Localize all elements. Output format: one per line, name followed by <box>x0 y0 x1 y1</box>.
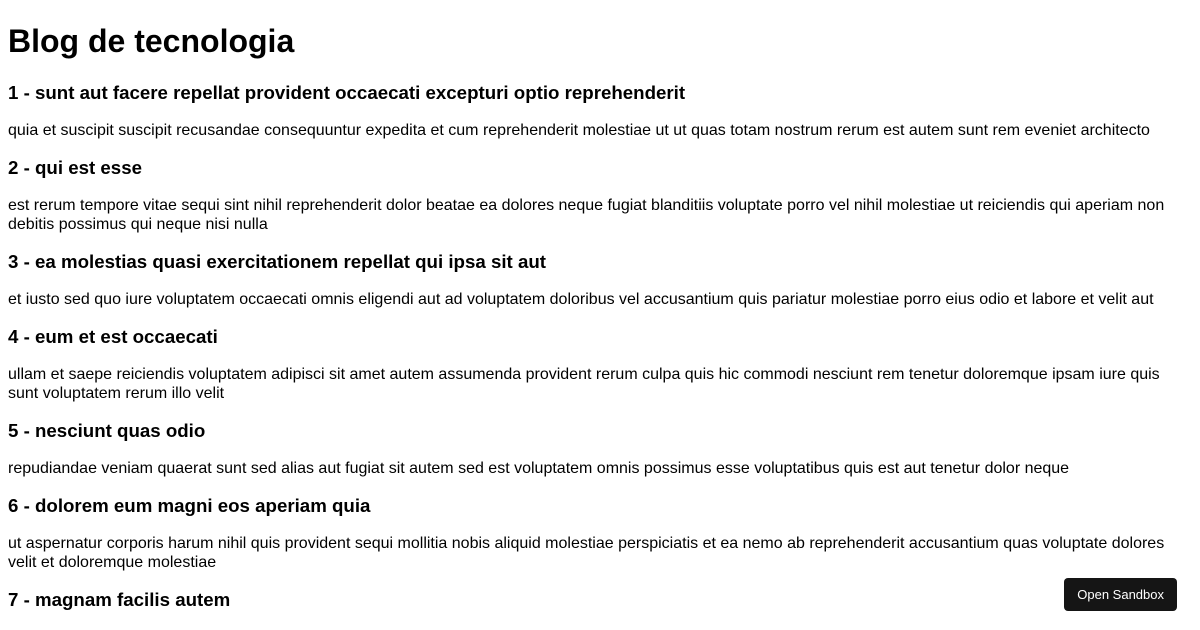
post-item <box>8 82 1192 140</box>
post-item <box>8 251 1192 309</box>
page-title: Blog de tecnologia <box>8 23 295 59</box>
post-heading: 6 - dolorem eum magni eos aperiam quia <box>8 495 371 516</box>
post-item <box>8 495 1192 572</box>
post-heading: 2 - qui est esse <box>8 157 142 178</box>
post-heading: 7 - magnam facilis autem <box>8 589 231 610</box>
post-item <box>8 157 1192 234</box>
post-heading: 1 - sunt aut facere repellat provident occaecati excepturi optio reprehenderit <box>8 82 686 103</box>
post-body: et iusto sed quo iure voluptatem occaecati omnis eligendi aut ad voluptatem doloribus vel accusantium quis pariatur molestiae porro eius odio et labore et velit aut <box>8 291 1154 308</box>
post-body: repudiandae veniam quaerat sunt sed alias aut fugiat sit autem sed est voluptatem omnis possimus esse voluptatibus quis est aut tenetur dolor neque <box>8 460 1070 477</box>
open-sandbox-button[interactable]: Open Sandbox <box>1064 578 1177 611</box>
post-body: quia et suscipit suscipit recusandae consequuntur expedita et cum reprehenderit molestiae ut ut quas totam nostrum rerum est autem sunt rem eveniet architecto <box>8 122 1150 139</box>
post-body: est rerum tempore vitae sequi sint nihil reprehenderit dolor beatae ea dolores neque fugiat blanditiis voluptate porro vel nihil molestiae ut reiciendis qui aperiam non debitis possimus qui neque nisi nulla <box>8 197 1165 233</box>
post-item <box>8 589 1192 611</box>
post-body: ut aspernatur corporis harum nihil quis provident sequi mollitia nobis aliquid molestiae perspiciatis et ea nemo ab reprehenderit accusantium quas voluptate dolores velit et doloremque molestiae <box>8 535 1165 571</box>
post-list <box>8 82 1192 611</box>
post-body: ullam et saepe reiciendis voluptatem adipisci sit amet autem assumenda provident rerum culpa quis hic commodi nesciunt rem tenetur doloremque ipsam iure quis sunt voluptatem rerum illo velit <box>8 366 1160 402</box>
post-heading: 3 - ea molestias quasi exercitationem repellat qui ipsa sit aut <box>8 251 546 272</box>
post-item <box>8 420 1192 478</box>
post-heading: 4 - eum et est occaecati <box>8 326 218 347</box>
post-item <box>8 326 1192 403</box>
post-heading: 5 - nesciunt quas odio <box>8 420 206 441</box>
